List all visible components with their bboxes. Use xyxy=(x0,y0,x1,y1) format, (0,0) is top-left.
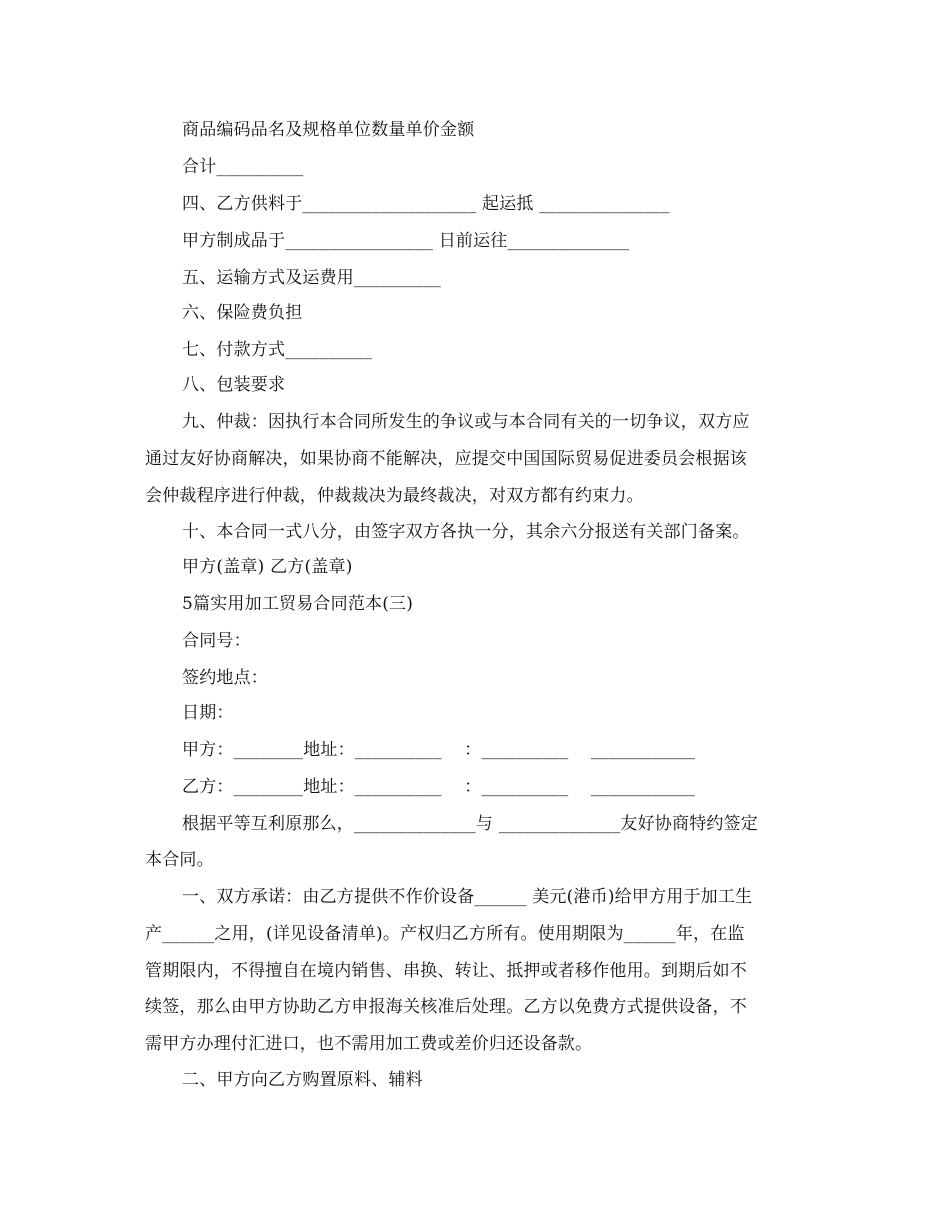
clause-1-line-4: 续签，那么由甲方协助乙方申报海关核准后处理。乙方以免费方式提供设备，不 xyxy=(145,997,747,1017)
contract-number-line: 合同号： xyxy=(182,631,251,651)
clause-4-line: 四、乙方供料于____________________ 起运抵 _______________ xyxy=(182,194,670,214)
clause-7-line: 七、付款方式__________ xyxy=(182,340,373,360)
clause-1-line-3: 管期限内，不得擅自在境内销售、串换、转让、抵押或者移作他用。到期后如不 xyxy=(145,961,747,981)
signing-place-line: 签约地点： xyxy=(182,668,268,688)
intro-line-1: 根据平等互利原那么，______________与 ______________友好协商特约签定 xyxy=(182,814,759,834)
clause-9-line-1: 九、仲裁：因执行本合同所发生的争议或与本合同有关的一切争议，双方应 xyxy=(182,412,750,432)
clause-4-continued-line: 甲方制成品于_________________ 日前运往______________ xyxy=(182,231,630,251)
clause-9-line-3: 会仲裁程序进行仲裁，仲裁裁决为最终裁决，对双方都有约束力。 xyxy=(145,486,644,506)
party-a-line: 甲方：________地址：__________ ：__________ ____________ xyxy=(182,740,696,760)
clause-6-line: 六、保险费负担 xyxy=(182,303,303,323)
clause-1-line-5: 需甲方办理付汇进口，也不需用加工费或差价归还设备款。 xyxy=(145,1034,593,1054)
intro-line-2: 本合同。 xyxy=(145,850,214,870)
section-title: 5篇实用加工贸易合同范本(三) xyxy=(182,594,414,614)
date-line: 日期： xyxy=(182,703,234,723)
total-line: 合计__________ xyxy=(182,157,304,177)
clause-1-line-1: 一、双方承诺：由乙方提供不作价设备______ 美元(港币)给甲方用于加工生 xyxy=(182,887,753,907)
party-b-line: 乙方：________地址：__________ ：__________ ____________ xyxy=(182,777,696,797)
clause-1-line-2: 产______之用，(详见设备清单)。产权归乙方所有。使用期限为______年，在监 xyxy=(145,924,745,944)
clause-5-line: 五、运输方式及运费用__________ xyxy=(182,268,441,288)
table-header-line: 商品编码品名及规格单位数量单价金额 xyxy=(182,120,475,140)
clause-8-line: 八、包装要求 xyxy=(182,375,286,395)
clause-9-line-2: 通过友好协商解决，如果协商不能解决，应提交中国国际贸易促进委员会根据该 xyxy=(145,449,747,469)
clause-10-line: 十、本合同一式八分，由签字双方各执一分，其余六分报送有关部门备案。 xyxy=(182,522,750,542)
clause-2-line: 二、甲方向乙方购置原料、辅料 xyxy=(182,1070,423,1090)
signature-line: 甲方(盖章) 乙方(盖章) xyxy=(182,557,353,577)
